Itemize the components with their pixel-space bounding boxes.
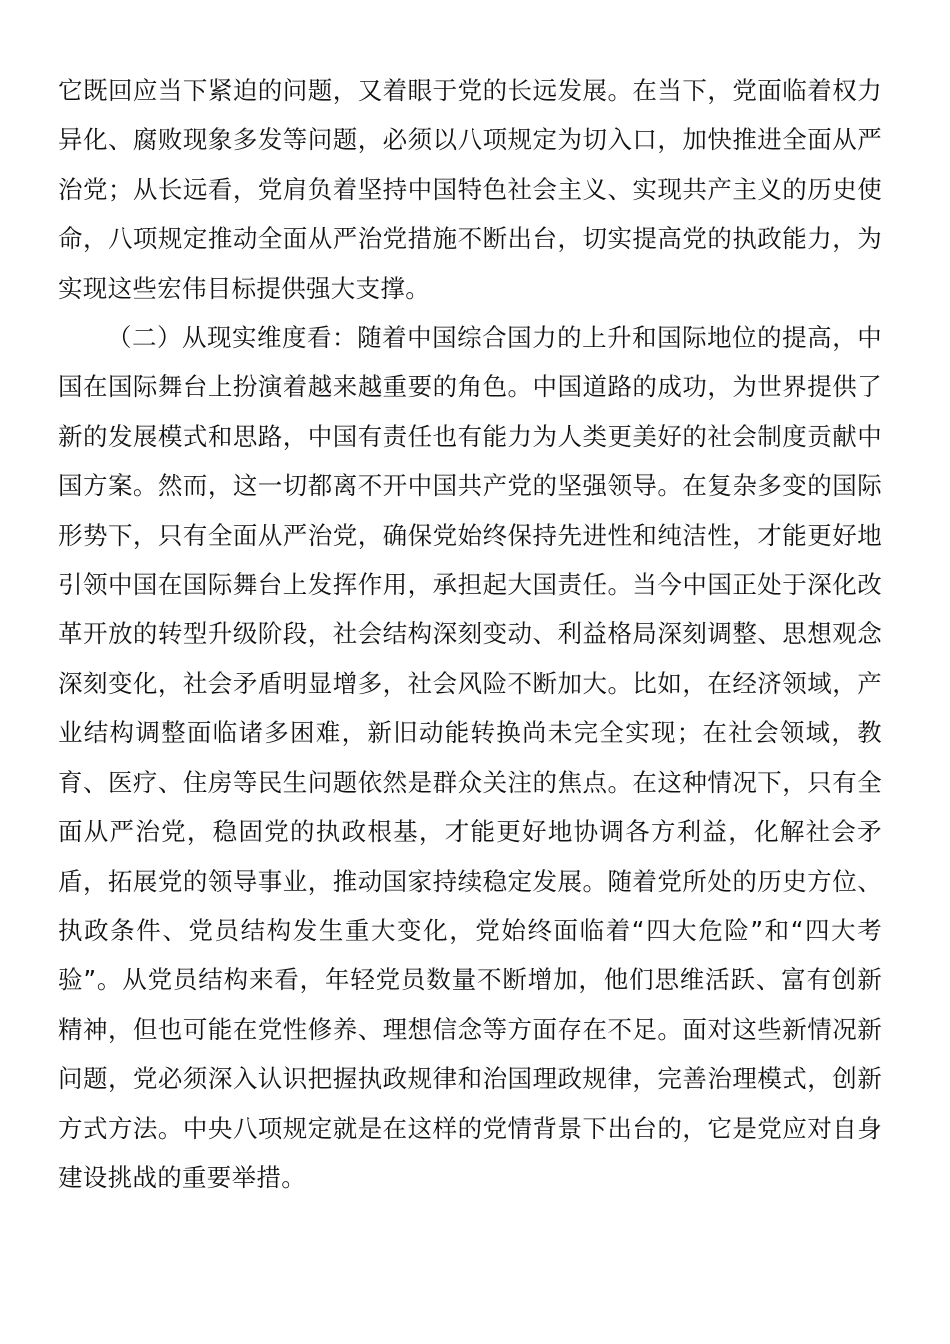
paragraph-continuation: 它既回应当下紧迫的问题，又着眼于党的长远发展。在当下，党面临着权力异化、腐败现象多发等问题，必须以八项规定为切入口，加快推进全面从严治党；从长远看，党肩负着坚持中国特色社会主义、实现共产主义的历史使命，八项规定推动全面从严治党措施不断出台，切实提高党的执政能力，为实现这些宏伟目标提供强大支撑。	[58, 76, 882, 303]
paragraph-section-two: （二）从现实维度看：随着中国综合国力的上升和国际地位的提高，中国在国际舞台上扮演着越来越重要的角色。中国道路的成功，为世界提供了新的发展模式和思路，中国有责任也有能力为人类更美好的社会制度贡献中国方案。然而，这一切都离不开中国共产党的坚强领导。在复杂多变的国际形势下，只有全面从严治党，确保党始终保持先进性和纯洁性，才能更好地引领中国在国际舞台上发挥作用，承担起大国责任。当今中国正处于深化改革开放的转型升级阶段，社会结构深刻变动、利益格局深刻调整、思想观念深刻变化，社会矛盾明显增多，社会风险不断加大。比如，在经济领域，产业结构调整面临诸多困难，新旧动能转换尚未完全实现；在社会领域，教育、医疗、住房等民生问题依然是群众关注的焦点。在这种情况下，只有全面从严治党，稳固党的执政根基，才能更好地协调各方利益，化解社会矛盾，拓展党的领导事业，推动国家持续稳定发展。随着党所处的历史方位、执政条件、党员结构发生重大变化，党始终面临着“四大危险”和“四大考验”。从党员结构来看，年轻党员数量不断增加，他们思维活跃、富有创新精神，但也可能在党性修养、理想信念等方面存在不足。面对这些新情况新问题，党必须深入认识把握执政规律和治国理政规律，完善治理模式，创新方式方法。中央八项规定就是在这样的党情背景下出台的，它是党应对自身建设挑战的重要举措。	[58, 323, 882, 1192]
document-body	[58, 66, 882, 1202]
